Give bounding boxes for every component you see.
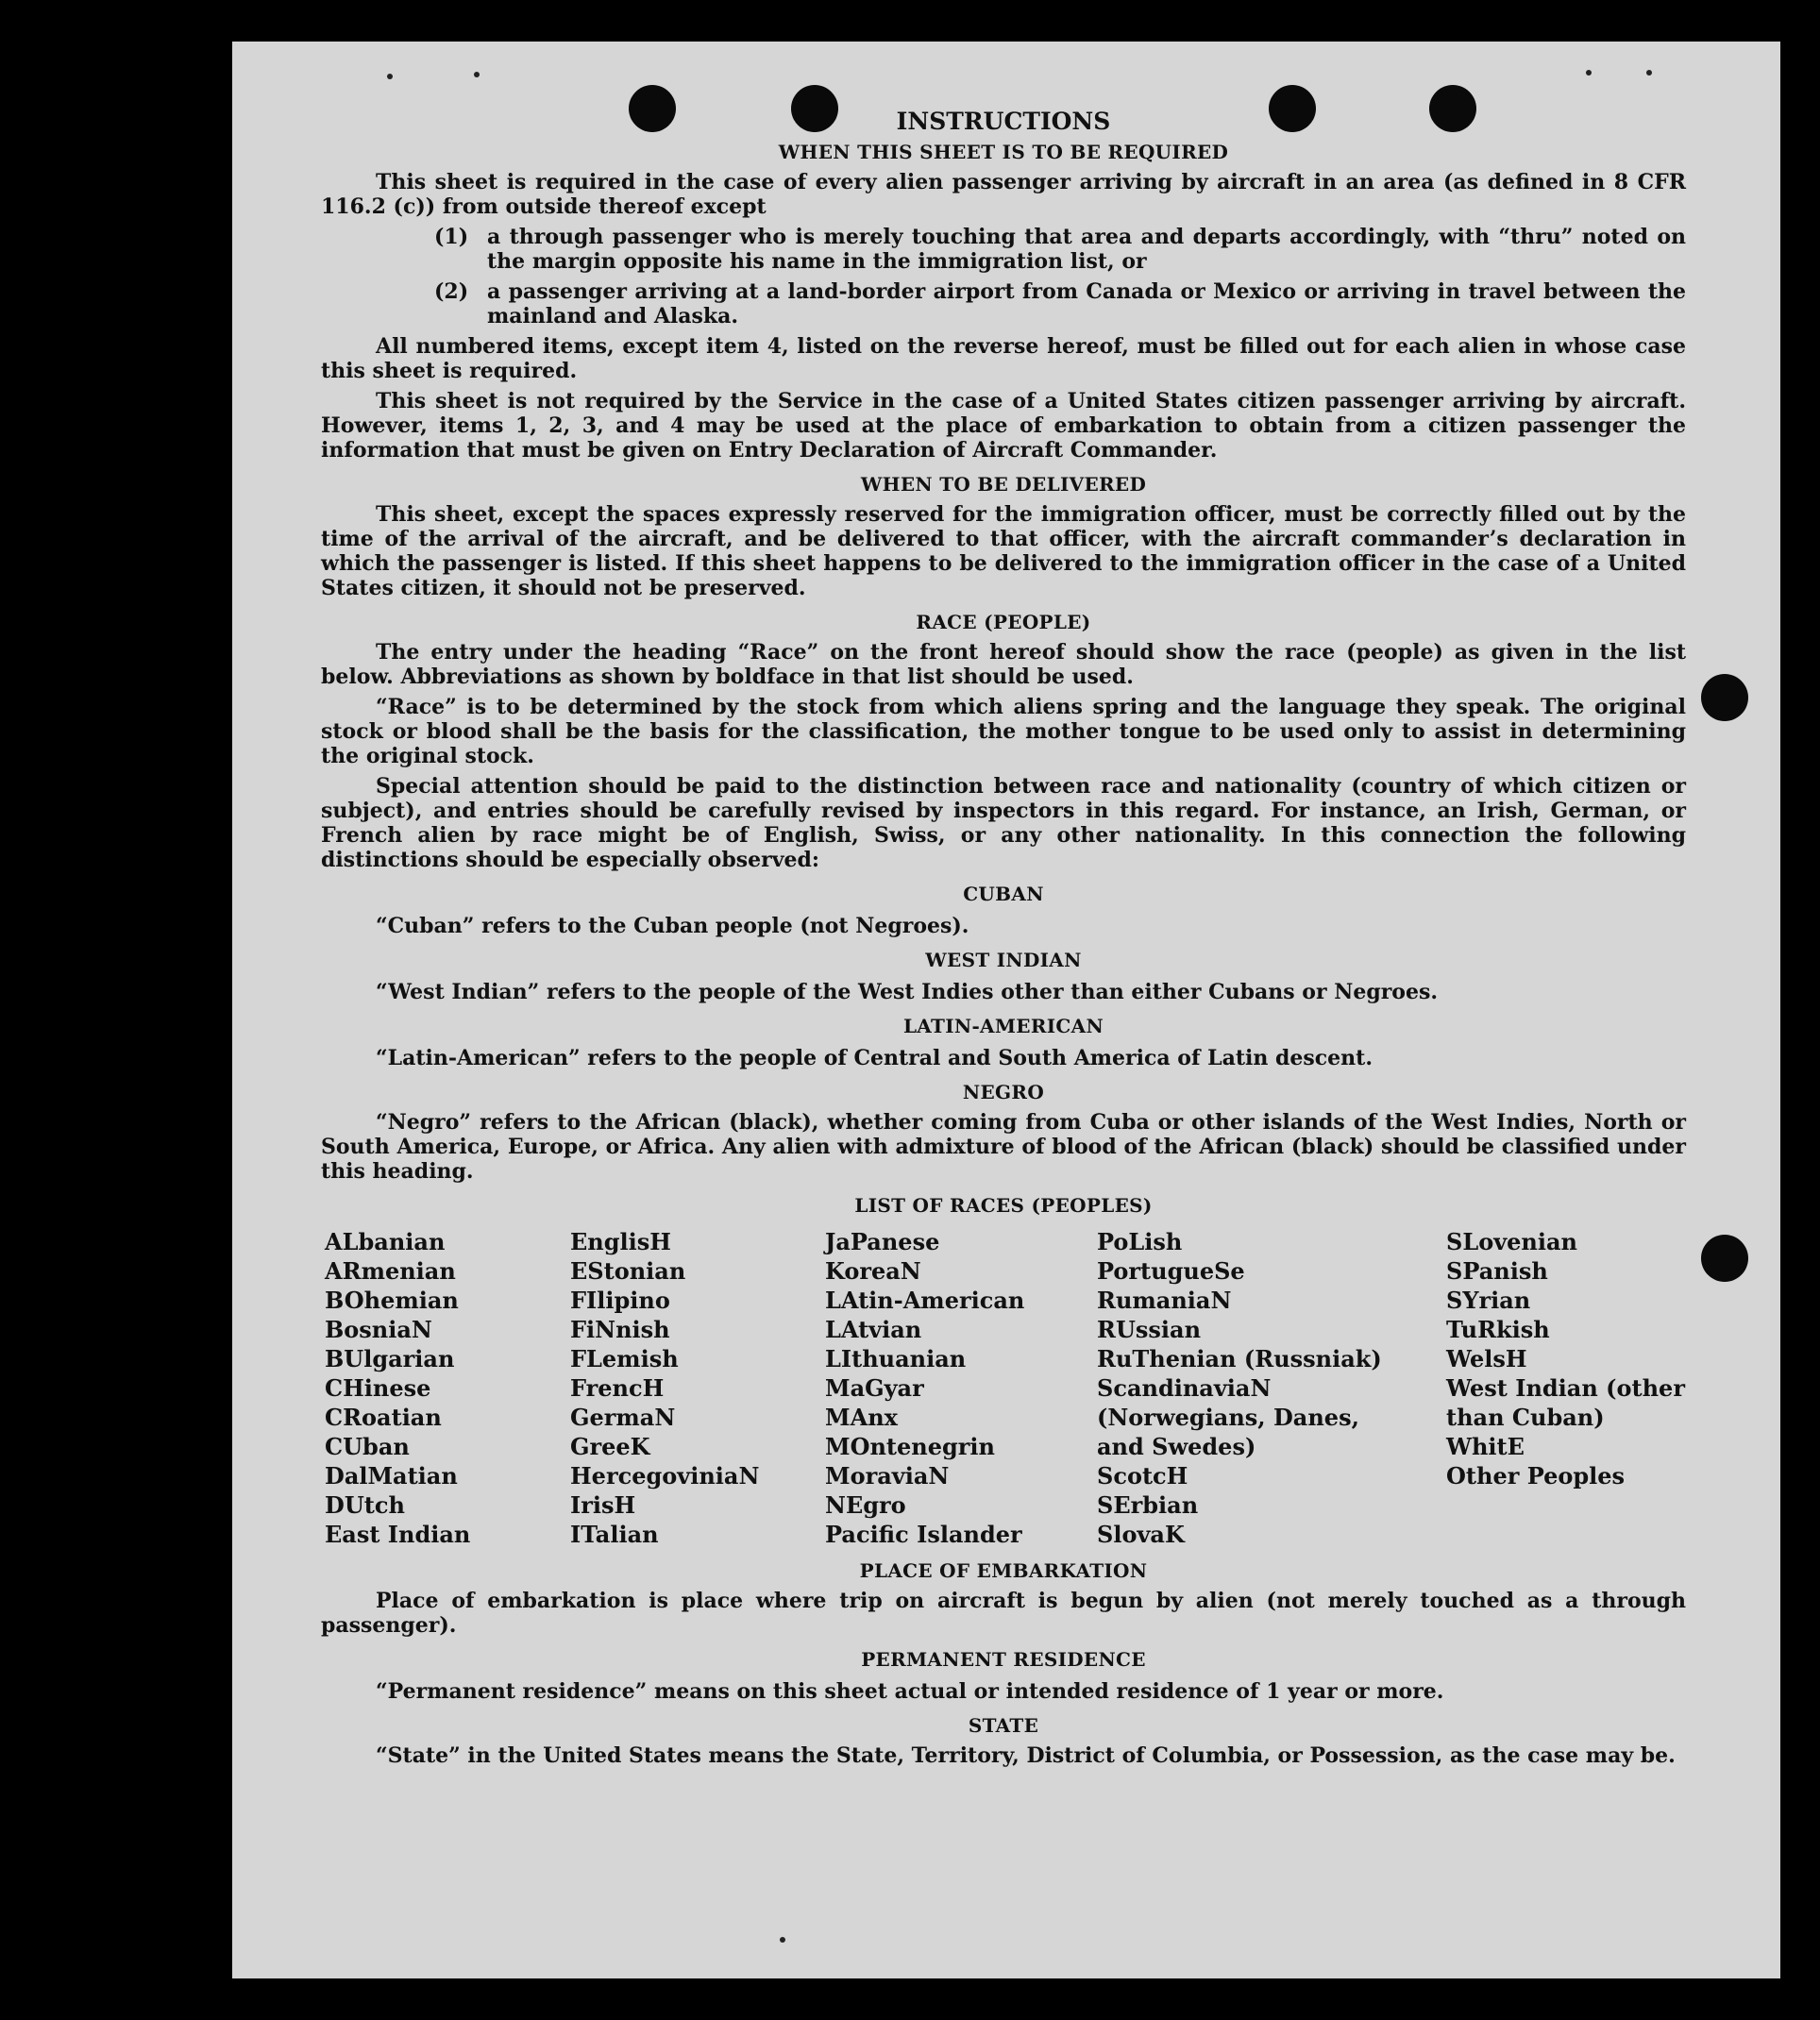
speck xyxy=(1586,70,1592,76)
race-item: BUlgarian xyxy=(325,1345,455,1372)
speck xyxy=(780,1937,785,1943)
paragraph: The entry under the heading “Race” on the front hereof should show the race (people) as given in the list below. Abbreviations as shown by boldface in that list should be used. xyxy=(321,640,1686,689)
race-item: HercegoviniaN xyxy=(570,1462,760,1490)
race-item: FiNnish xyxy=(570,1316,670,1343)
race-item: SlovaK xyxy=(1097,1521,1185,1548)
race-item: RumaniaN xyxy=(1097,1287,1232,1314)
item-text: a passenger arriving at a land-border airport from Canada or Mexico or arriving in travel between the mainland and Alaska. xyxy=(487,279,1686,328)
heading-when-delivered: WHEN TO BE DELIVERED xyxy=(860,473,1147,496)
punch-hole xyxy=(1701,1235,1748,1282)
race-item: EStonian xyxy=(570,1257,686,1285)
race-item: ScotcH xyxy=(1097,1462,1188,1490)
race-item: LAtin-American xyxy=(825,1287,1025,1314)
race-item: LAtvian xyxy=(825,1316,922,1343)
race-item: DUtch xyxy=(325,1491,405,1519)
race-item: East Indian xyxy=(325,1521,471,1548)
race-item: ARmenian xyxy=(325,1257,456,1285)
heading-list-of-races: LIST OF RACES (PEOPLES) xyxy=(854,1194,1153,1217)
race-item: NEgro xyxy=(825,1491,906,1519)
race-item: BosniaN xyxy=(325,1316,432,1343)
race-column xyxy=(825,1227,1097,1549)
race-item: Other Peoples xyxy=(1446,1462,1626,1490)
race-item: West Indian (other than Cuban) xyxy=(1446,1374,1685,1431)
race-item: CHinese xyxy=(325,1374,431,1402)
race-item: GermaN xyxy=(570,1404,676,1431)
instruction-sheet xyxy=(232,42,1780,1978)
paragraph: “State” in the United States means the State, Territory, District of Columbia, or Possession, as the case may be. xyxy=(376,1743,1676,1768)
heading-cuban: CUBAN xyxy=(963,883,1044,905)
race-item: ITalian xyxy=(570,1521,659,1548)
paragraph: “Negro” refers to the African (black), whether coming from Cuba or other islands of the West Indies, North or South America, Europe, or Africa. Any alien with admixture of blood of the African (black) should be classified under this heading. xyxy=(321,1110,1686,1184)
race-item: Pacific Islander xyxy=(825,1521,1022,1548)
speck xyxy=(474,72,480,77)
race-item: MAnx xyxy=(825,1404,898,1431)
heading-state: STATE xyxy=(968,1714,1039,1737)
paragraph: This sheet, except the spaces expressly reserved for the immigration officer, must be correctly filled out by the time of the arrival of the aircraft, and be delivered to that officer, with the aircraft commander’s declaration in which the passenger is listed. If this sheet happens to be delivered to the immigration officer in the case of a United States citizen, it should not be preserved. xyxy=(321,502,1686,600)
page-title: INSTRUCTIONS xyxy=(896,108,1111,135)
race-item: MaGyar xyxy=(825,1374,924,1402)
race-item: DalMatian xyxy=(325,1462,458,1490)
race-item: SPanish xyxy=(1446,1257,1548,1285)
race-item: MOntenegrin xyxy=(825,1433,995,1460)
race-item: FLemish xyxy=(570,1345,679,1372)
race-list xyxy=(321,1227,1686,1549)
list-item xyxy=(321,279,1686,328)
definition: “Latin-American” refers to the people of Central and South America of Latin descent. xyxy=(376,1046,1373,1070)
speck xyxy=(1646,70,1652,76)
definition: “Permanent residence” means on this sheet actual or intended residence of 1 year or more. xyxy=(376,1679,1444,1704)
heading-place-of-embarkation: PLACE OF EMBARKATION xyxy=(859,1559,1148,1582)
heading-west-indian: WEST INDIAN xyxy=(925,949,1082,971)
race-item: FIlipino xyxy=(570,1287,670,1314)
race-item: SErbian xyxy=(1097,1491,1199,1519)
race-item: EnglisH xyxy=(570,1228,671,1255)
race-column xyxy=(325,1227,570,1549)
item-number: (2) xyxy=(434,279,469,304)
race-column xyxy=(570,1227,825,1549)
race-column xyxy=(1446,1227,1690,1549)
race-item: PoLish xyxy=(1097,1228,1183,1255)
race-item: SLovenian xyxy=(1446,1228,1577,1255)
heading-latin-american: LATIN-AMERICAN xyxy=(902,1015,1104,1037)
race-item: KoreaN xyxy=(825,1257,921,1285)
race-item: FrencH xyxy=(570,1374,665,1402)
race-item: TuRkish xyxy=(1446,1316,1550,1343)
item-text: a through passenger who is merely touching that area and departs accordingly, with “thru” noted on the margin opposite his name in the immigration list, or xyxy=(487,225,1686,274)
race-item: IrisH xyxy=(570,1491,636,1519)
heading-permanent-residence: PERMANENT RESIDENCE xyxy=(861,1648,1146,1671)
heading-when-required: WHEN THIS SHEET IS TO BE REQUIRED xyxy=(778,141,1229,163)
race-item: LIthuanian xyxy=(825,1345,967,1372)
race-item: RUssian xyxy=(1097,1316,1202,1343)
definition: “West Indian” refers to the people of the West Indies other than either Cubans or Negroes. xyxy=(376,980,1439,1004)
paragraph: Special attention should be paid to the distinction between race and nationality (country of which citizen or subject), and entries should be carefully revised by inspectors in this regard. For instance, an Irish, German, or French alien by race might be of English, Swiss, or any other nationality. In this connection the following distinctions should be especially observed: xyxy=(321,774,1686,872)
speck xyxy=(387,74,393,79)
race-item: RuThenian (Russniak) xyxy=(1097,1345,1382,1372)
item-number: (1) xyxy=(434,225,469,249)
paragraph: All numbered items, except item 4, listed on the reverse hereof, must be filled out for each alien in whose case this sheet is required. xyxy=(321,334,1686,383)
punch-hole xyxy=(1701,674,1748,721)
race-item: PortugueSe xyxy=(1097,1257,1245,1285)
race-item: BOhemian xyxy=(325,1287,459,1314)
race-item: CRoatian xyxy=(325,1404,442,1431)
paragraph: Place of embarkation is place where trip on aircraft is begun by alien (not merely touched as a through passenger). xyxy=(321,1589,1686,1638)
race-item: JaPanese xyxy=(825,1228,940,1255)
race-item: WelsH xyxy=(1446,1345,1527,1372)
paragraph: “Race” is to be determined by the stock from which aliens spring and the language they speak. The original stock or blood shall be the basis for the classification, the mother tongue to be used only to assist in determining the original stock. xyxy=(321,695,1686,768)
heading-negro: NEGRO xyxy=(962,1081,1045,1103)
race-item: ALbanian xyxy=(325,1228,446,1255)
paragraph: This sheet is not required by the Service in the case of a United States citizen passenger arriving by aircraft. However, items 1, 2, 3, and 4 may be used at the place of embarkation to obtain from a citizen passenger the information that must be given on Entry Declaration of Aircraft Commander. xyxy=(321,389,1686,463)
definition: “Cuban” refers to the Cuban people (not Negroes). xyxy=(376,914,969,938)
race-item: GreeK xyxy=(570,1433,650,1460)
race-item: MoraviaN xyxy=(825,1462,950,1490)
race-item: ScandinaviaN (Norwegians, Danes, and Swedes) xyxy=(1097,1374,1359,1460)
paragraph: This sheet is required in the case of every alien passenger arriving by aircraft in an area (as defined in 8 CFR 116.2 (c)) from outside thereof except xyxy=(321,170,1686,219)
heading-race: RACE (PEOPLE) xyxy=(916,611,1091,633)
race-column xyxy=(1097,1227,1446,1549)
race-item: WhitE xyxy=(1446,1433,1525,1460)
race-item: CUban xyxy=(325,1433,410,1460)
instructions-content xyxy=(321,108,1686,1768)
race-item: SYrian xyxy=(1446,1287,1531,1314)
list-item xyxy=(321,225,1686,274)
